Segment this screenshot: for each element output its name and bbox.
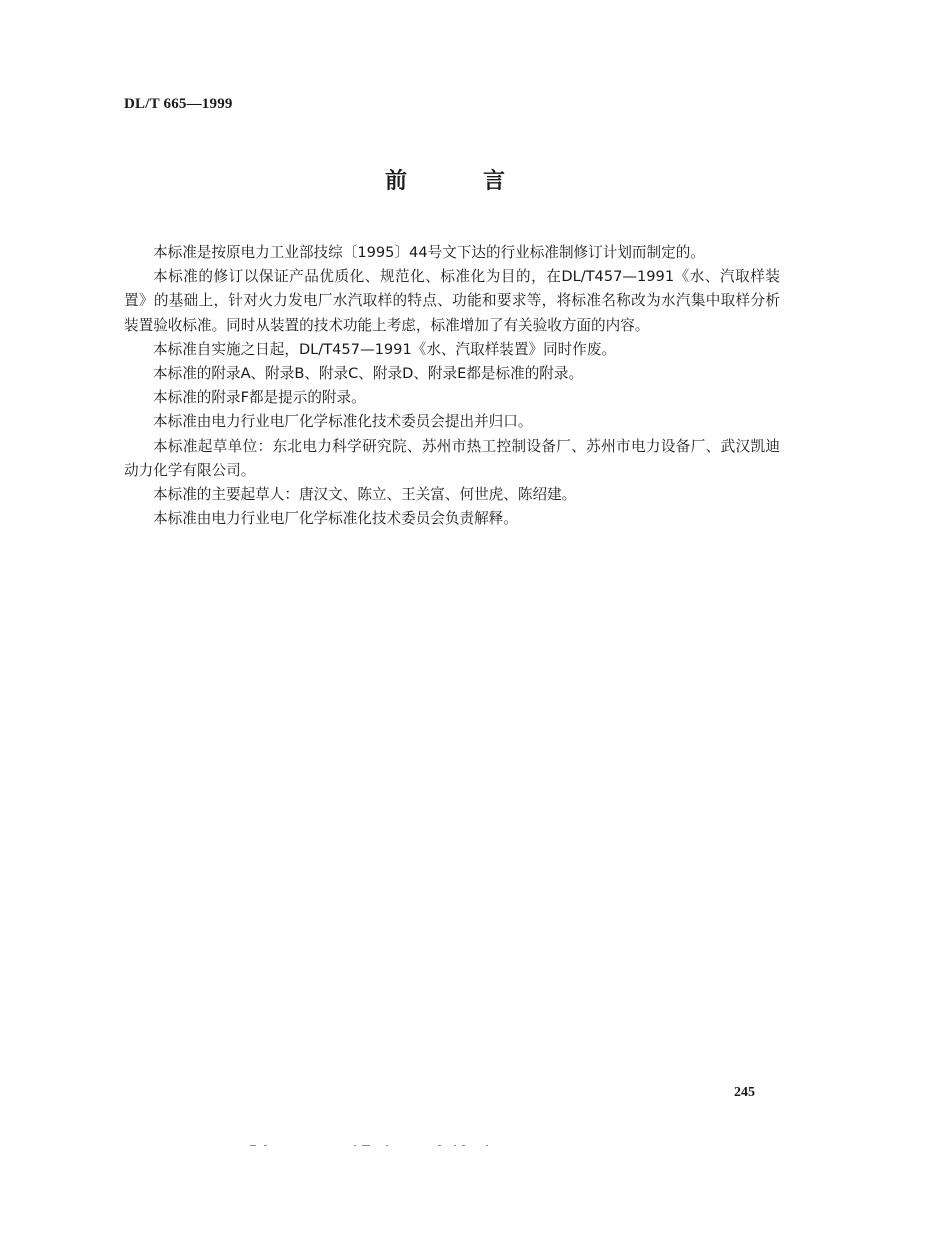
page-number: 245: [734, 1085, 755, 1100]
paragraph: 本标准的主要起草人：唐汉文、陈立、王关富、何世虎、陈绍建。: [153, 486, 577, 504]
standard-number-header: DL/T 665—1999: [124, 96, 233, 112]
paragraph: 本标准由电力行业电厂化学标准化技术委员会提出并归口。: [153, 413, 533, 431]
paragraph: 本标准的附录A、附录B、附录C、附录D、附录E都是标准的附录。: [153, 365, 584, 383]
page-title-char-1: 前: [385, 169, 408, 194]
page-title-char-2: 言: [483, 169, 506, 194]
paragraph: 本标准的附录F都是提示的附录。: [153, 389, 366, 407]
page-title: [385, 164, 525, 195]
foreword-body: [124, 241, 780, 531]
paragraph: 本标准是按原电力工业部技综〔1995〕44号文下达的行业标准制修订计划而制定的。: [153, 244, 705, 261]
paragraph: 本标准由电力行业电厂化学标准化技术委员会负责解释。: [153, 510, 518, 528]
paragraph: 本标准起草单位：东北电力科学研究院、苏州市热工控制设备厂、苏州市电力设备厂、武汉凯迪动力化学有限公司。: [124, 437, 780, 479]
paragraph: 本标准自实施之日起，DL/T457—1991《水、汽取样装置》同时作废。: [153, 340, 617, 358]
paragraph: 本标准的修订以保证产品优质化、规范化、标准化为目的，在DL/T457—1991《水、汽取样装置》的基础上，针对火力发电厂水汽取样的特点、功能和要求等，将标准名称改为水汽集中取样分析装置验收标准。同时从装置的技术功能上考虑，标准增加了有关验收方面的内容。: [124, 268, 780, 334]
scan-artifact-marks: [250, 1145, 500, 1149]
